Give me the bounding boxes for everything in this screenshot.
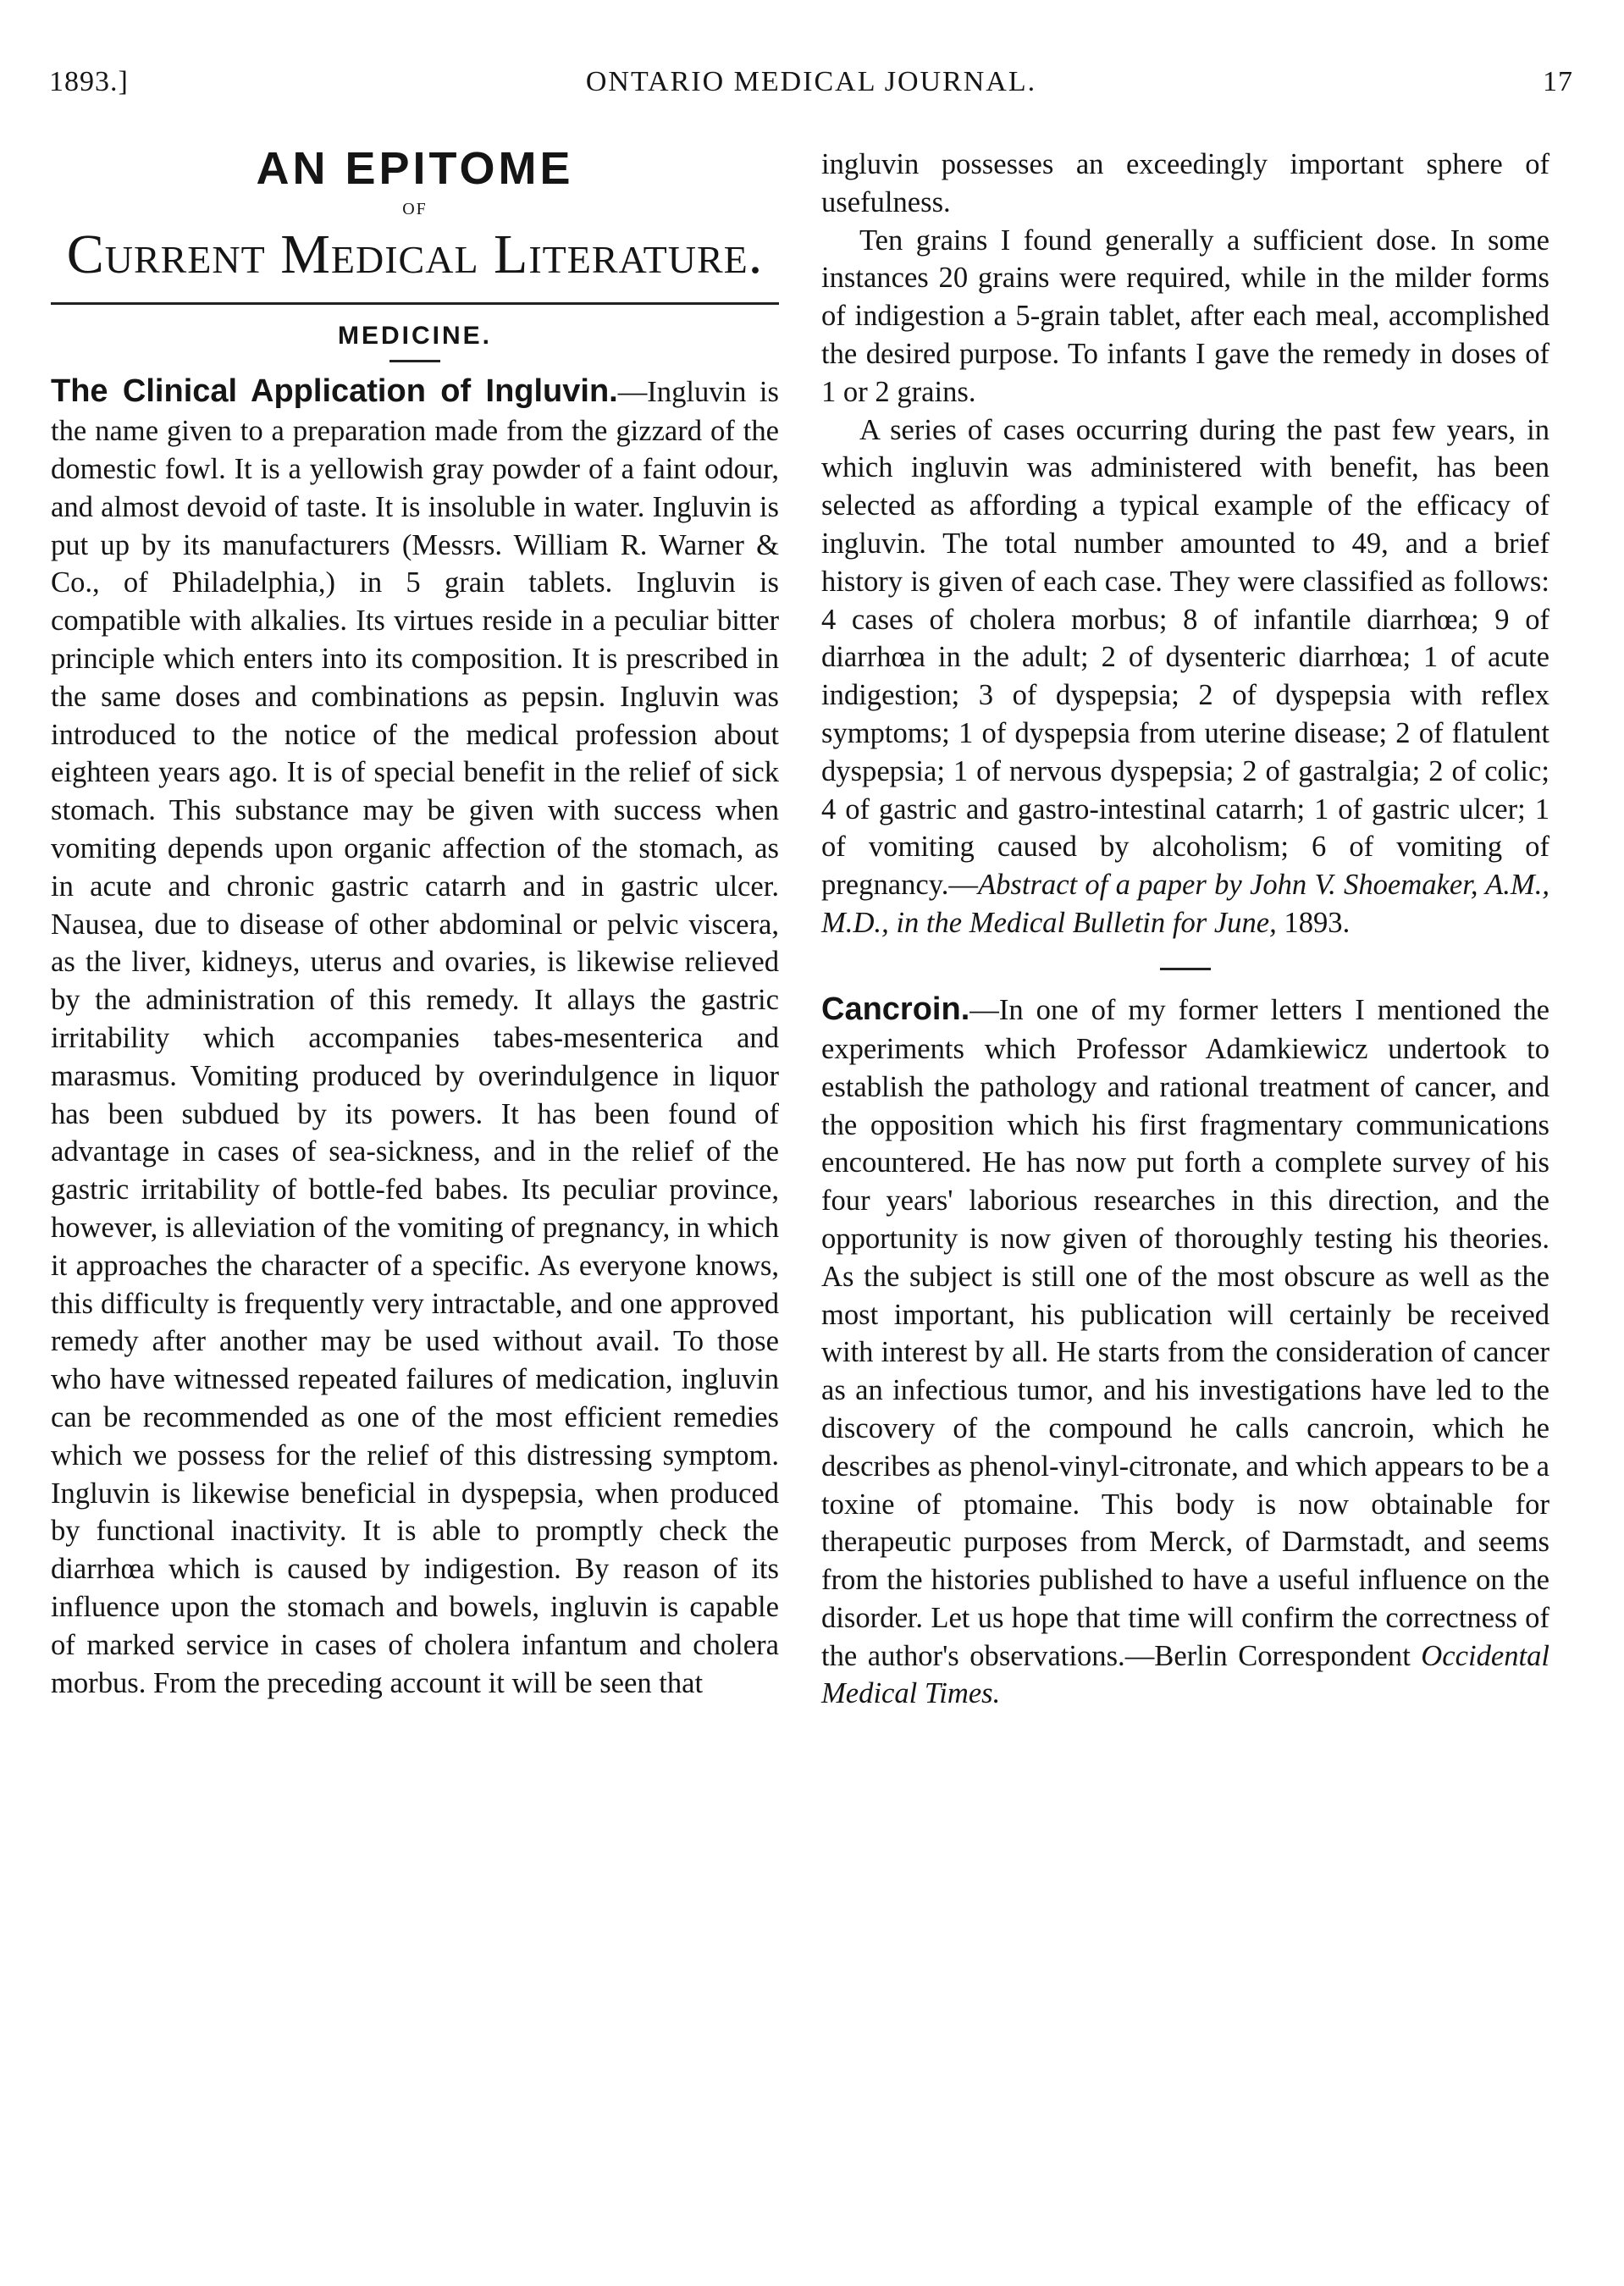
ingluvin-cases-text: A series of cases occurring during the past few years, in which ingluvin was administered with benefit, has been selected as affording a typical example of the efficacy of ingluvin. The total number amounted to 49, and a brief history is given of each case. They were classified as follows: 4 cases of cholera morbus; 8 of infantile diarrhœa; 9 of diarrhœa in the adult; 2 of dysenteric diarrhœa; 1 of acute indigestion; 3 of dyspepsia; 2 of dyspepsia with reflex symptoms; 1 of dyspepsia from uterine disease; 2 of flatulent dyspepsia; 1 of nervous dyspepsia; 2 of gastralgia; 2 of colic; 4 of gastric and gastro-intestinal catarrh; 1 of gastric ulcer; 1 of vomiting caused by alcoholism; 6 of vomiting of pregnancy.: [821, 413, 1549, 902]
journal-title: ONTARIO MEDICAL JOURNAL.: [585, 66, 1037, 97]
ingluvin-source: Abstract of a paper by John V. Shoemaker, A.M., M.D., in the Medical Bulletin for June,: [821, 869, 1549, 939]
right-column: [821, 146, 1549, 1713]
ingluvin-source-dash: —: [948, 869, 978, 902]
ingluvin-body: Ingluvin is the name given to a preparation made from the gizzard of the domestic fowl. It is a yellowish gray powder of a faint odour, and almost devoid of taste. It is insoluble in water. Ingluvin is put up by its manufacturers (Messrs. William R. Warner & Co., of Philadelphia,) in 5 grain tablets. Ingluvin is compatible with alkalies. Its virtues reside in a peculiar bitter principle which enters into its composition. It is prescribed in the same doses and combinations as pepsin. Ingluvin was introduced to the notice of the medical profession about eighteen years ago. It is of special benefit in the relief of sick stomach. This substance may be given with success when vomiting depends upon organic affection of the stomach, as in acute and chronic gastric catarrh and in gastric ulcer. Nausea, due to disease of other abdominal or pelvic viscera, as the liver, kidneys, uterus and ovaries, is likewise relieved by the administration of this remedy. It allays the gastric irritability which accompanies tabes-mesenterica and marasmus. Vomiting produced by overindulgence in liquor has been subdued by its powers. It has been found of advantage in cases of sea-sickness, and in the relief of the gastric irritability of bottle-fed babes. Its peculiar province, however, is alleviation of the vomiting of pregnancy, in which it approaches the character of a specific. As everyone knows, this difficulty is frequently very intractable, and one approved remedy after another may be used without avail. To those who have witnessed repeated failures of medication, ingluvin can be recommended as one of the most efficient remedies which we possess for the relief of this distressing symptom. Ingluvin is likewise beneficial in dyspepsia, when produced by functional inactivity. It is able to promptly check the diarrhœa which is caused by indigestion. By reason of its influence upon the stomach and bowels, ingluvin is capable of marked service in cases of cholera infantum and cholera morbus. From the preceding account it will be seen that: [51, 376, 779, 1699]
left-column: [51, 144, 779, 1702]
cancroin-source: —Berlin Correspondent: [1124, 1639, 1422, 1672]
ingluvin-cases-paragraph: [821, 411, 1549, 942]
cancroin-heading: Cancroin.: [821, 991, 970, 1027]
ingluvin-continuation: ingluvin possesses an exceedingly important sphere of usefulness.: [821, 148, 1549, 218]
cancroin-body: —In one of my former letters I mentioned the experiments which Professor Adamkiewicz undertook to establish the pathology and rational treatment of cancer, and the opposition which his first fragmentary communications encountered. He has now put forth a complete survey of his four years' laborious researches in this direction, and the opportunity is now given of thoroughly testing his theories. As the subject is still one of the most obscure as well as the most important, his publication will certainly be received with interest by all. He starts from the consideration of cancer as an infectious tumor, and his investigations have led to the discovery of the compound he calls cancroin, which he describes as phenol-vinyl-citronate, and which appears to be a toxine of ptomaine. This body is now obtainable for therapeutic purposes from Merck, of Darmstadt, and seems from the histories published to have a useful influence on the disorder. Let us hope that time will confirm the correctness of the author's observations.: [821, 993, 1549, 1672]
section-heading: MEDICINE.: [337, 322, 492, 351]
article-separator: [1160, 968, 1211, 970]
running-head: [49, 66, 1573, 108]
issue-date: 1893.]: [49, 66, 129, 97]
epitome-subtitle: Current Medical Literature.: [66, 224, 764, 286]
section-rule: [389, 360, 440, 362]
cancroin-paragraph: [821, 989, 1549, 1714]
heading-dash: —: [617, 376, 648, 409]
ingluvin-heading: The Clinical Application of Ingluvin.: [51, 373, 618, 410]
ingluvin-source-year: 1893.: [1276, 906, 1351, 939]
title-rule: [51, 302, 779, 305]
cancroin-source-title: Occidental Medical Times.: [821, 1639, 1549, 1710]
ingluvin-paragraph: [51, 371, 779, 1702]
epitome-title: AN EPITOME: [256, 143, 574, 194]
epitome-title-of: OF: [402, 200, 428, 219]
ingluvin-dosage-paragraph: Ten grains I found generally a sufficient dose. In some instances 20 grains were required, while in the milder forms of indigestion a 5-grain tablet, after each meal, accomplished the desired purpose. To infants I gave the remedy in doses of 1 or 2 grains.: [821, 224, 1549, 408]
page-number: 17: [1543, 66, 1573, 97]
